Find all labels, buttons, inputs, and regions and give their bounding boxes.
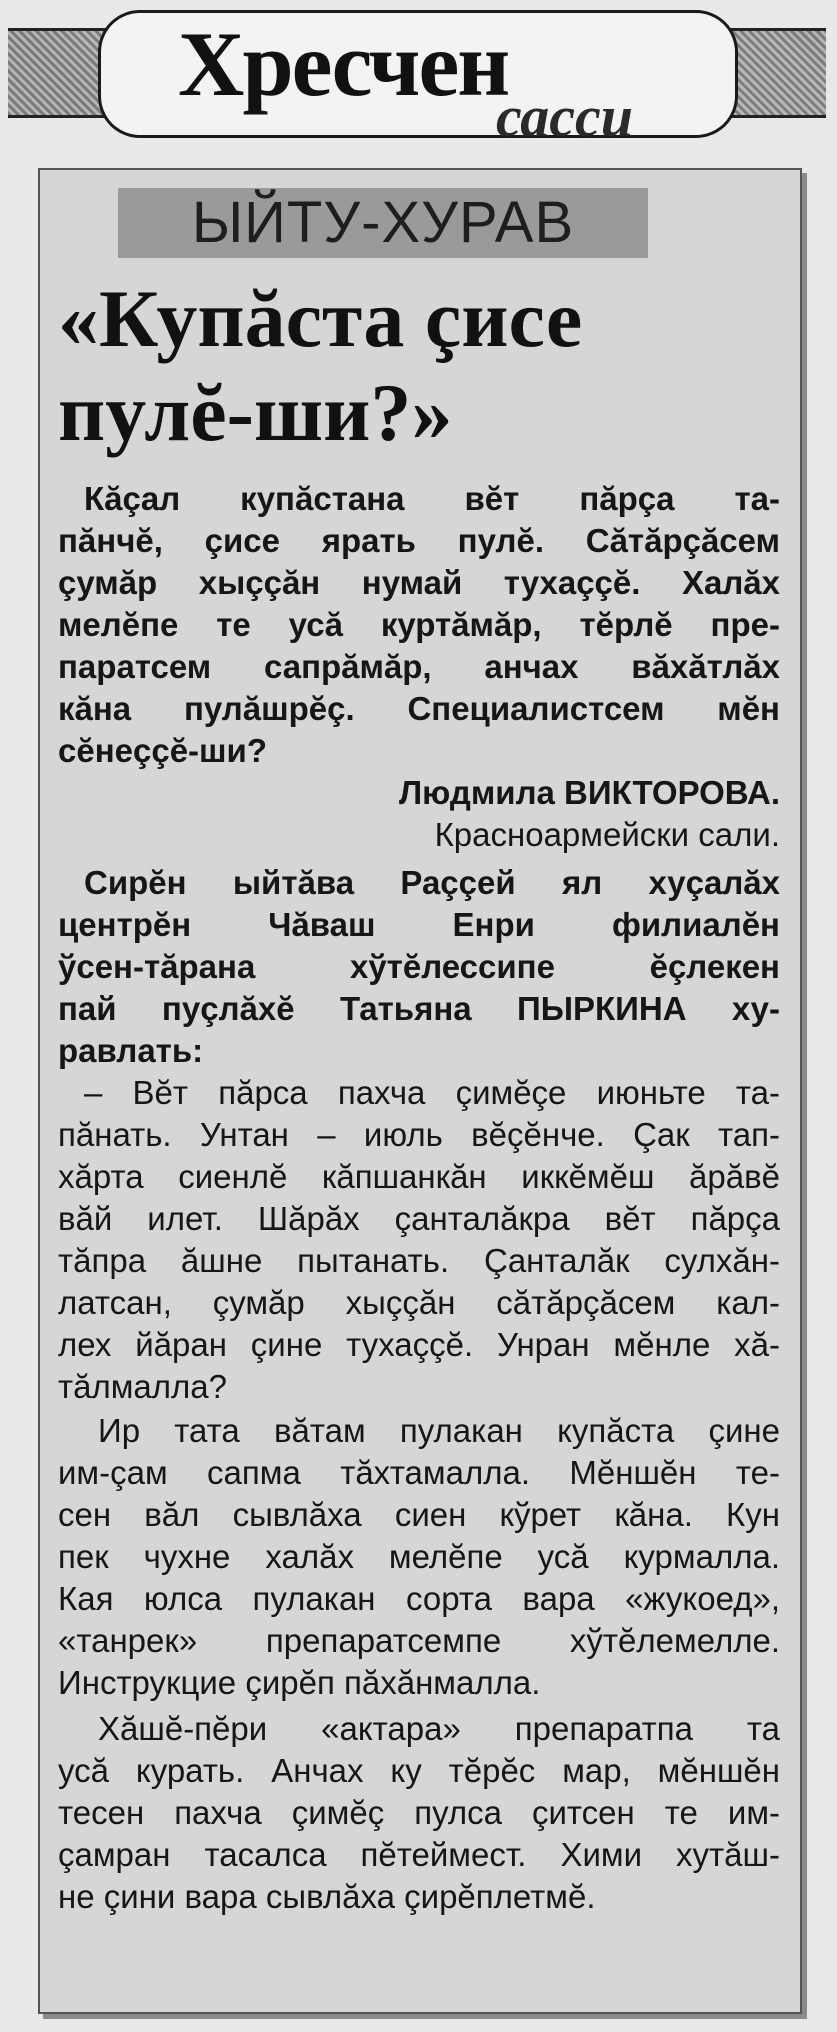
text-line: тăпра ăшне пытанать. Çанталăк сулхăн- [58, 1242, 780, 1279]
rubric-label [118, 188, 648, 258]
text-line: ўсен-тăрана хўтĕлессипе ĕçлекен [58, 948, 780, 985]
text-line: усă курать. Анчах ку тĕрĕс мар, мĕншĕн [58, 1752, 780, 1789]
author-village: Красноармейски сали. [434, 816, 780, 853]
text-line: им-çам сапма тăхтамалла. Мĕншĕн те- [58, 1454, 780, 1491]
text-line: не çини вара сывлăха çирĕплетмĕ. [58, 1878, 596, 1915]
answer-paragraph-1 [58, 1072, 780, 1408]
text-line: сĕнеççĕ-ши? [58, 732, 267, 769]
answer-paragraph-2 [58, 1410, 780, 1704]
text-line: пăнать. Унтан – июль вĕçĕнче. Çак тап- [58, 1116, 780, 1153]
text-line: – Вĕт пăрса пахча çимĕçе июньте та- [84, 1074, 780, 1111]
text-line: «танрек» препаратсемпе хўтĕлемелле. [58, 1622, 780, 1659]
author-name: Людмила ВИКТОРОВА. [399, 774, 780, 811]
text-line: Инструкцие çирĕп пăхăнмалла. [58, 1664, 541, 1701]
text-line: Ир тата вăтам пулакан купăста çине [98, 1412, 780, 1449]
text-line: пăнчĕ, çисе ярать пулĕ. Сăтăрçăсем [58, 522, 780, 559]
text-line: çумăр хыççăн нумай тухаççĕ. Халăх [58, 564, 780, 601]
text-line: Кая юлса пулакан сорта вара «жукоед», [58, 1580, 780, 1617]
text-line: çамран тасалса пĕтеймест. Хими хутăш- [58, 1836, 780, 1873]
text-line: пай пуçлăхĕ Татьяна ПЫРКИНА ху- [58, 990, 780, 1027]
expert-intro [58, 862, 780, 1072]
text-line: Сирĕн ыйтăва Раççей ял хуçалăх [84, 864, 780, 901]
text-line: равлать: [58, 1032, 204, 1069]
text-line: вăй илет. Шăрăх çанталăкра вĕт пăрça [58, 1200, 780, 1237]
masthead-subtitle: сасси [496, 84, 633, 149]
text-line: лех йăран çине тухаççĕ. Унран мĕнле хă- [58, 1326, 780, 1363]
rubric-text: ЫЙТУ-ХУРАВ [191, 190, 575, 255]
text-line: тăлмалла? [58, 1368, 227, 1405]
article-headline [58, 272, 778, 460]
text-line: паратсем сапрăмăр, анчах вăхăтлăх [58, 648, 780, 685]
text-line: пек чухне халăх мелĕпе усă курмалла. [58, 1538, 780, 1575]
text-line: тесен пахча çимĕç пулса çитсен те им- [58, 1794, 780, 1831]
text-line: мелĕпе те усă куртăмăр, тĕрлĕ пре- [58, 606, 780, 643]
masthead [8, 10, 826, 149]
reader-question [58, 478, 780, 856]
text-line: хăрта сиенлĕ кăпшанкăн иккĕмĕш ăрăвĕ [58, 1158, 780, 1195]
masthead-title: Хресчен [178, 13, 509, 115]
text-line: центрĕн Чăваш Енри филиалĕн [58, 906, 780, 943]
text-line: сен вăл сывлăха сиен кўрет кăна. Кун [58, 1496, 780, 1533]
text-line: Кăçал купăстана вĕт пăрça та- [84, 480, 780, 517]
text-line: кăна пулăшрĕç. Специалистсем мĕн [58, 690, 780, 727]
text-line: латсан, çумăр хыççăн сăтăрçăсем кал- [58, 1284, 780, 1321]
headline-line: «Купăста çисе [58, 273, 583, 364]
text-line: Хăшĕ-пĕри «актара» препаратпа та [98, 1710, 780, 1747]
headline-line: пулĕ-ши?» [58, 367, 453, 458]
answer-paragraph-3 [58, 1708, 780, 1918]
